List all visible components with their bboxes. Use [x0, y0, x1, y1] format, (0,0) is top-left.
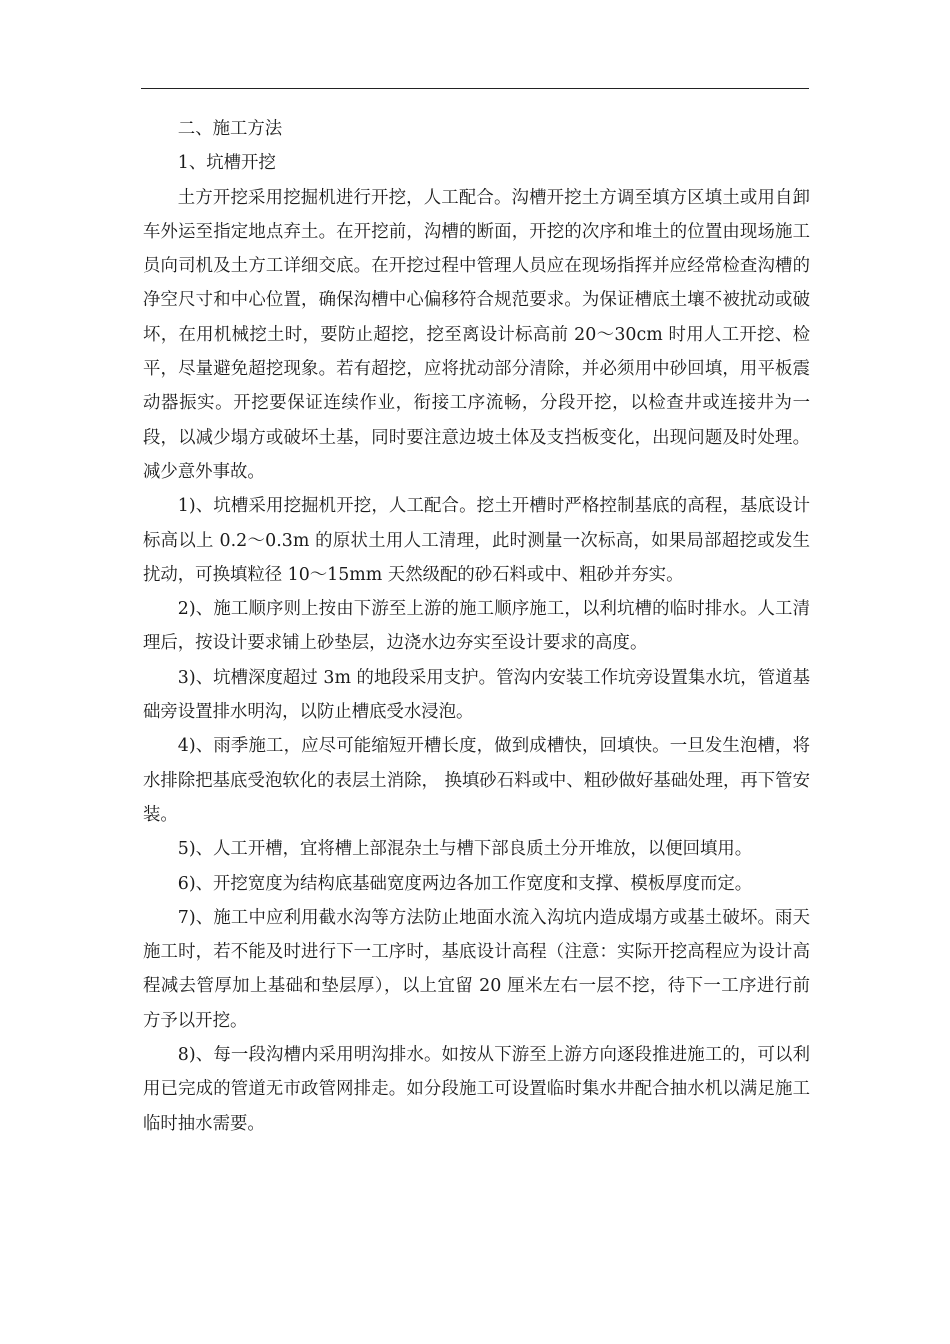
document-body	[143, 112, 810, 1141]
paragraph-item-1: 1)、坑槽采用挖掘机开挖，人工配合。挖土开槽时严格控制基底的高程，基底设计标高以上 0.2～0.3m 的原状土用人工清理，此时测量一次标高，如果局部超挖或发生扰动，可换填粒径 10～15mm 天然级配的砂石料或中、粗砂并夯实。	[143, 496, 810, 585]
paragraph-item-8: 8)、每一段沟槽内采用明沟排水。如按从下游至上游方向逐段推进施工的，可以利用已完成的管道无市政管网排走。如分段施工可设置临时集水井配合抽水机以满足施工临时抽水需要。	[143, 1045, 810, 1134]
section-heading: 二、施工方法	[177, 119, 283, 139]
subsection-heading: 1、坑槽开挖	[177, 153, 276, 174]
paragraph-item-4: 4)、雨季施工，应尽可能缩短开槽长度，做到成槽快，回填快。一旦发生泡槽，将水排除把基底受泡软化的表层土消除， 换填砂石料或中、粗砂做好基础处理，再下管安装。	[143, 736, 810, 825]
paragraph-item-6: 6)、开挖宽度为结构底基础宽度两边各加工作宽度和支撑、模板厚度而定。	[177, 873, 753, 894]
paragraph-item-3: 3)、坑槽深度超过 3m 的地段采用支护。管沟内安装工作坑旁设置集水坑，管道基础旁设置排水明沟，以防止槽底受水浸泡。	[143, 667, 810, 723]
header-rule	[141, 88, 809, 89]
paragraph-item-7: 7)、施工中应利用截水沟等方法防止地面水流入沟坑内造成塌方或基土破坏。雨天施工时，若不能及时进行下一工序时，基底设计高程（注意：实际开挖高程应为设计高程减去管厚加上基础和垫层厚），以上宜留 20 厘米左右一层不挖，待下一工序进行前方予以开挖。	[143, 907, 810, 1031]
paragraph-intro: 土方开挖采用挖掘机进行开挖，人工配合。沟槽开挖土方调至填方区填土或用自卸车外运至指定地点弃土。在开挖前，沟槽的断面，开挖的次序和堆土的位置由现场施工员向司机及土方工详细交底。在开挖过程中管理人员应在现场指挥并应经常检查沟槽的净空尺寸和中心位置，确保沟槽中心偏移符合规范要求。为保证槽底土壤不被扰动或破坏，在用机械挖土时，要防止超挖，挖至离设计标高前 20～30cm 时用人工开挖、检平，尽量避免超挖现象。若有超挖，应将扰动部分清除，并必须用中砂回填，用平板震动器振实。开挖要保证连续作业，衔接工序流畅，分段开挖，以检查井或连接井为一段，以减少塌方或破坏土基，同时要注意边坡土体及支挡板变化，出现问题及时处理。减少意外事故。	[143, 187, 810, 482]
paragraph-item-5: 5)、人工开槽，宜将槽上部混杂土与槽下部良质土分开堆放，以便回填用。	[177, 839, 753, 860]
paragraph-item-2: 2)、施工顺序则上按由下游至上游的施工顺序施工，以利坑槽的临时排水。人工清理后，按设计要求铺上砂垫层，边浇水边夯实至设计要求的高度。	[143, 599, 810, 654]
